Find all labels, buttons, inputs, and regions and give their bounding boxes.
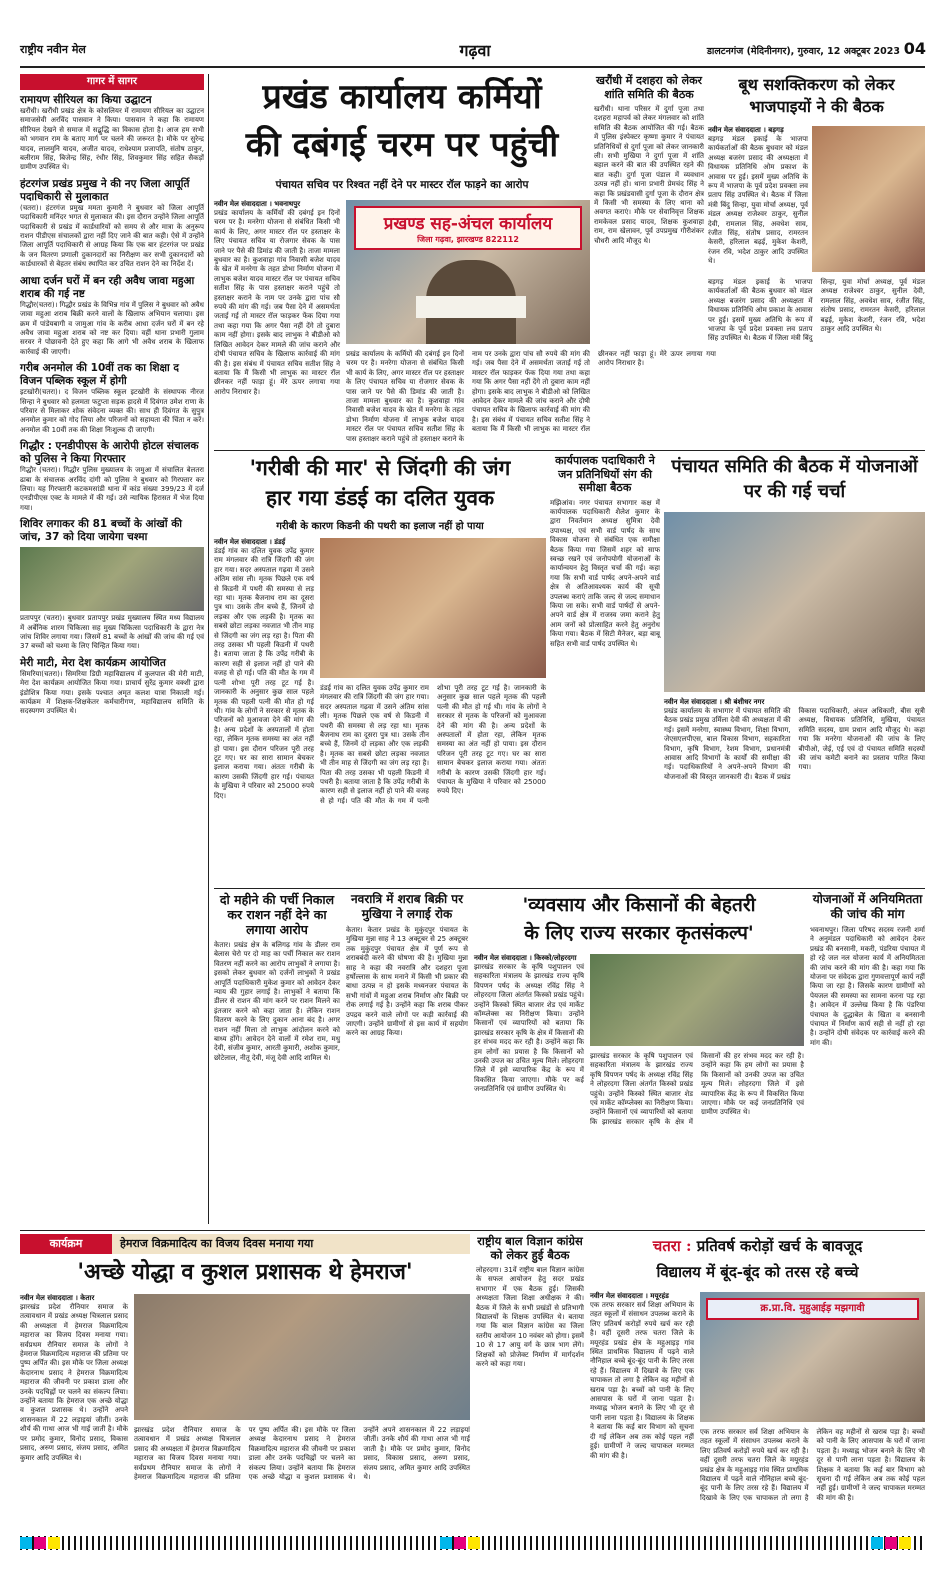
chatra-body-continued: एक तरफ सरकार सर्व शिक्षा अभियान के तहत स्कूलों में संसाधन उपलब्ध कराने के लिए प्रतिवर्ष करोड़ों रुपये खर्च कर रही है। वहीं दूसरी तरफ चतरा जिले के मयूरहंड प्रखंड क्षेत्र के महुआइड़ गांव स्थित प्राथमिक विद्यालय में पढ़ने वाले नौनिहाल बच्चे बूंद-बूंद पानी के लिए तरस रहे हैं। विद्यालय में दिखावे के लिए एक चापाकल तो लगा है लेकिन वह महीनों से खराब पड़ा है। बच्चों को पानी के लिए आसपास के घरों में जाना पड़ता है। मध्याह्न भोजन बनाने के लिए भी दूर से पानी लाना पड़ता है। विद्यालय के शिक्षक ने बताया कि कई बार विभाग को सूचना दी गई लेकिन अब तक कोई पहल नहीं हुई। ग्रामीणों ने जल्द चापाकल मरम्मत की मांग की है। [700,1428,925,1502]
garibi-text-left [214,538,314,884]
mourning-family-photo [320,538,546,678]
hemraj-gathering-photo [134,1294,470,1420]
lead-body-continued: प्रखंड कार्यालय के कर्मियों की दबंगई इन दिनों चरम पर है। मनरेगा योजना से संबंधित किसी भी कार्य के लिए, अगर मास्टर रॉल पर हस्ताक्षर के लिए पंचायत सचिव या रोजगार सेवक के पास जाने पर पैसे की डिमांड की जाती है। ताजा मामला बुधवार का है। कुशवाहा गांव निवासी बजेश यादव के खेत में मनरेगा के तहत डोभा निर्माण योजना में लाभुक बजेश यादव मास्टर रॉल पर पंचायत सचिव सतीश सिंह के पास हस्ताक्षर कराने पहुंचे तो हस्ताक्षर कराने के नाम पर उनके द्वारा पांच सौ रुपये की मांग की गई। जब पैसा देने में असमर्थता जताई गई तो मास्टर रॉल फाड़कर फेंक दिया गया तथा कहा गया कि अगर पैसा नहीं देंगे तो दुबारा काम नहीं होगा। इसके बाद लाभुक ने बीडीओ को लिखित आवेदन देकर मामले की जांच कराने और दोषी पंचायत सचिव के खिलाफ कार्रवाई की मांग की है। इस संबंध में पंचायत सचिव सतीश सिंह ने बताया कि मैं किसी भी लाभुक का मास्टर रॉल छीनकर नहीं फाड़ा हूं। मेरे ऊपर लगाया गया आरोप निराधार है। [346,350,716,443]
left-column-divider [208,74,209,1224]
row-3-divider [20,1230,925,1231]
booth-body: बड़गड़ मंडल इकाई के भाजपा कार्यकर्ताओं की बैठक बुधवार को मंडल अध्यक्ष बजरंग प्रसाद की अध्यक्षता में विधायक प्रतिनिधि ओम प्रकाश के आवास पर हुई। इसमें मुख्य अतिथि के रूप में भाजपा के पूर्व प्रदेश प्रवक्ता लव प्रताप सिंह उपस्थित थे। बैठक में जिला मंत्री बिंदु सिन्हा, युवा मोर्चा अध्यक्ष, पूर्व मंडल अध्यक्ष राजेश्वर ठाकुर, सुनील देवी, रामलाल सिंह, अवधेश साव, रंजीत सिंह, संतोष प्रसाद, रामरतन केसरी, हरिलाल बढ़ई, मुकेश केशरी, रंजन रवि, भदेश ठाकुर आदि उपस्थित थे। [708,135,808,266]
panchayat-byline: नवीन मेल संवाददाता । श्री बंशीधर नगर [664,698,765,706]
brief-item [20,94,204,173]
brief-item [20,440,204,513]
hemraj-banner-text: हेमराज विक्रमादित्य का विजय दिवस मनाया गया [120,1237,314,1250]
cyan-swatch [871,1537,883,1549]
brief-body: सिमरिया(चतरा)। सिमरिया डिग्री महाविद्यालय में कुलपाल की मेरी माटी, मेरा देश कार्यक्रम आयोजित किया गया। प्राचार्य सुरेंद्र कुमार वक्शी द्वारा इंडोशित्र किया गया। इसके पश्चात अमृत कलश यात्रा निकाली गई। कार्यक्रम में शिक्षक-शिक्षकेतर कर्मचारीगण, महाविद्यालय समिति के सदस्यगण उपस्थित थे। [20,669,204,716]
magenta-swatch [34,1537,46,1549]
cyan-swatch [440,1537,452,1549]
masthead [20,38,925,64]
kerar-story [214,892,340,1226]
yellow-swatch [48,1537,60,1549]
page-number: 04 [903,39,926,58]
brief-item [20,178,204,270]
brief-body: गिद्धौर (चतरा)। गिद्धौर पुलिस मुख्यालय के जमुआ में संचालित बेलतरा ढाबा के संचालक अरविंद दांगी को पुलिस ने बुधवार को गिरफ्तार कर लिया। यह गिरफ्तारी कटकमसांडी थाना में कांड संख्या 399/23 में दर्ज एनडीपीएस एक्ट के मामले में की गई। उसे न्यायिक हिरासत में भेज दिया गया। [20,466,204,512]
row-1-divider [214,450,925,451]
garibi-body-continued: डंडई गांव का दलित युवक उपेंद्र कुमार राम मंगलवार की रात्रि जिंदगी की जंग हार गया। सदर अस्पताल गढ़वा में उसने अंतिम सांस ली। मृतक पिछले एक वर्ष से किडनी में पथरी की समस्या से लड़ रहा था। मृतक बैजनाथ राम का दूसरा पुत्र था। उसके तीन बच्चे हैं, जिनमें दो लड़का और एक लड़की है। मृतक का सबसे छोटा लड़का नवजात भी तीन माह से जिंदगी का जंग लड़ रहा है। पिता की तरह उसका भी पहली किडनी में पथरी है। बताया जाता है कि उपेंद्र गरीबी के कारण सही से इलाज नहीं हो पाने की वजह से हो गई। पति की मौत के गम में पत्नी शोभा पूरी तरह टूट गई है। जानकारी के अनुसार कुछ साल पहले मृतक की पहली पत्नी की मौत हो गई थी। गांव के लोगों ने सरकार से मृतक के परिजनों को मुआवजा देने की मांग की है। अन्य प्रदेशों के अस्पतालों में होता रहा, लेकिन मृतक समस्या का अंत नहीं हो पाया। इस दौरान परिजन पूरी तरह टूट गए। घर का सारा सामान बेचकर इलाज कराया गया। अंततः गरीबी के कारण उसकी जिंदगी हार गई। पंचायत के मुखिया ने परिवार को 25000 रुपये दिए। [320,684,546,805]
vyavsay-text-left [474,954,584,1226]
bal-vigyan-body: लोहरदगा। 31वें राष्ट्रीय बाल विज्ञान कांग्रेस के सफल आयोजन हेतु सदर प्रखंड सभागार में एक बैठक हुई। जिसकी अध्यक्षता जिला शिक्षा अधीक्षक ने की। बैठक में जिले के सभी प्रखंडों से प्रतिभागी विद्यालयों के शिक्षक उपस्थित थे। बताया गया कि बाल विज्ञान कांग्रेस का जिला स्तरीय आयोजन 10 नवंबर को होगा। इसमें 10 से 17 आयु वर्ग के छात्र भाग लेंगे। शिक्षकों को प्रोजेक्ट निर्माण में मार्गदर्शन करने को कहा गया। [476,1266,584,1369]
office-signboard [354,206,582,250]
chatra-story [590,1234,925,1520]
brief-body: इटखोरी(चतरा)। द विजन पब्लिक स्कूल इटखोरी के संस्थापक नीरज सिन्हा ने बुधवार को हलमता फटुप्ता सड़क हादसे में दिवंगत उमेश राणा के परिवार से मिलाकर शोक संवेदना व्यक्त की। साथ ही दिवंगत के सुपुत्र अनमोल कुमार को गोद लिया और परिजनों को सहायता की चिंता न करें। अनमोल की 10वीं तक की शिक्षा निःशुल्क दी जाएगी। [20,388,204,434]
lead-headline-line-2: की दबंगई चरम पर पहुंची [245,125,559,165]
garibi-body: डंडई गांव का दलित युवक उपेंद्र कुमार राम मंगलवार की रात्रि जिंदगी की जंग हार गया। सदर अस्पताल गढ़वा में उसने अंतिम सांस ली। मृतक पिछले एक वर्ष से किडनी में पथरी की समस्या से लड़ रहा था। मृतक बैजनाथ राम का दूसरा पुत्र था। उसके तीन बच्चे हैं, जिनमें दो लड़का और एक लड़की है। मृतक का सबसे छोटा लड़का नवजात भी तीन माह से जिंदगी का जंग लड़ रहा है। पिता की तरह उसका भी पहली किडनी में पथरी है। बताया जाता है कि उपेंद्र गरीबी के कारण सही से इलाज नहीं हो पाने की वजह से हो गई। पति की मौत के गम में पत्नी शोभा पूरी तरह टूट गई है। जानकारी के अनुसार कुछ साल पहले मृतक की पहली पत्नी की मौत हो गई थी। गांव के लोगों ने सरकार से मृतक के परिजनों को मुआवजा देने की मांग की है। अन्य प्रदेशों के अस्पतालों में होता रहा, लेकिन मृतक समस्या का अंत नहीं हो पाया। इस दौरान परिजन पूरी तरह टूट गए। घर का सारा सामान बेचकर इलाज कराया गया। अंततः गरीबी के कारण उसकी जिंदगी हार गई। पंचायत के मुखिया ने परिवार को 25000 रुपये दिए। [214,547,314,800]
row-2-divider [214,888,925,889]
chatra-byline: नवीन मेल संवाददाता । मयूरहंड [590,1292,669,1300]
lead-subhead: पंचायत सचिव पर रिश्वत नहीं देने पर मास्टर रॉल फाड़ने का आरोप [275,179,529,191]
chatra-headline-text: प्रतिवर्ष करोड़ों खर्च के बावजूद [696,1237,863,1255]
brief-body: प्रतापपुर (चतरा)। बुधवार प्रतापपुर प्रखंड मुख्यालय स्थित मध्य विद्यालय में अर्बेनिक शारम चिकित्सा सह मुख्य चिकित्सा पदाधिकारी के द्वारा नेत्र जांच शिविर लगाया गया। जिसमें 81 बच्चों के आंखों की जांच की गई एवं 37 बच्चों को चश्मा के लिए चिन्हित किया गया। [20,614,204,651]
booth-body-continued: बड़गड़ मंडल इकाई के भाजपा कार्यकर्ताओं की बैठक बुधवार को मंडल अध्यक्ष बजरंग प्रसाद की अध्यक्षता में विधायक प्रतिनिधि ओम प्रकाश के आवास पर हुई। इसमें मुख्य अतिथि के रूप में भाजपा के पूर्व प्रदेश प्रवक्ता लव प्रताप सिंह उपस्थित थे। बैठक में जिला मंत्री बिंदु सिन्हा, युवा मोर्चा अध्यक्ष, पूर्व मंडल अध्यक्ष राजेश्वर ठाकुर, सुनील देवी, रामलाल सिंह, अवधेश साव, रंजीत सिंह, संतोष प्रसाद, रामरतन केसरी, हरिलाल बढ़ई, मुकेश केशरी, रंजन रवि, भदेश ठाकुर आदि उपस्थित थे। [708,278,925,343]
yellow-swatch [899,1537,911,1549]
panchayat-story [664,454,925,884]
garibi-subhead: गरीबी के कारण किडनी की पथरी का इलाज नहीं हो पाया [276,521,484,532]
brief-body: खरौंधी। खरौंधी प्रखंड क्षेत्र के कोसलियर में रामायण सीरियल का उद्घाटन समाजसेवी अरविंद पासवान ने किया। पासवान ने कहा कि रामायण सीरियल देखने से समाज में सद्बुद्धि का विकास होता है। आज हम सभी को भगवान राम के बताए मार्ग पर चलने की जरूरत है। मौके पर सुरेन्द्र यादव, लालमुनि यादव, अजीत यादव, राधेश्याम प्रजापति, संतोष ठाकुर, बलीराम सिंह, बिजेन्द्र सिंह, रंधीर सिंह, शिवकुमार सिंह सहित सैकड़ों ग्रामीण उपस्थित थे। [20,107,204,172]
lead-photo [346,200,590,344]
banner-text: गागर में सागर [87,76,137,87]
hemraj-body: झारखंड प्रदेश रौनियार समाज के तत्वावधान में प्रखंड अध्यक्ष चित्रलाल प्रसाद की अध्यक्षता में हेमराज विक्रमादित्य महाराज का विजय दिवस मनाया गया। सर्वप्रथम रौनियार समाज के लोगों ने हेमराज विक्रमादित्य महाराज की प्रतिमा पर पुष्प अर्पित की। इस मौके पर जिला अध्यक्ष केदारनाथ प्रसाद ने हेमराज विक्रमादित्य महाराज की जीवनी पर प्रकाश डाला और उनके पदचिह्नों पर चलने का संकल्प लिया। उन्होंने बताया कि हेमराज एक अच्छे योद्धा व कुशल प्रशासक थे। उन्होंने अपने शासनकाल में 22 लड़ाइयां जीतीं। उनके शौर्य की गाथा आज भी गाई जाती है। मौके पर प्रमोद कुमार, विनोद प्रसाद, विकास प्रसाद, अरुण प्रसाद, संजय प्रसाद, अमित कुमार आदि उपस्थित थे। [20,1303,128,1462]
cyan-swatch [20,1537,32,1549]
brief-headline: गिद्धौर : एनडीपीएस के आरोपी होटल संचालक को पुलिस ने किया गिरफ्तार [20,440,199,466]
vyavsay-body: झारखंड सरकार के कृषि पशुपालन एवं सहकारिता मंत्रालय के झारखंड राज्य कृषि विपणन पर्षद के अध्यक्ष रविंद्र सिंह ने लोहरदगा जिला अंतर्गत किस्को प्रखंड पहुंचे। उन्होंने किस्को स्थित बाजार शेड एवं मार्केट कॉम्प्लेक्स का निरीक्षण किया। उन्होंने किसानों एवं व्यापारियों को बताया कि झारखंड सरकार कृषि के क्षेत्र में किसानों की हर संभव मदद कर रही है। उन्होंने कहा कि हम लोगों का प्रयास है कि किसानों को उनकी उपज का उचित मूल्य मिले। लोहरदगा जिले में इसे व्यापारिक केंद्र के रूप में विकसित किया जाएगा। मौके पर कई जनप्रतिनिधि एवं ग्रामीण उपस्थित थे। [474,963,584,1094]
school-children-photo [700,1292,925,1422]
kerar-headline: दो महीने की पर्ची निकाल कर राशन नहीं देने का लगाया आरोप [219,892,335,937]
chatra-body: एक तरफ सरकार सर्व शिक्षा अभियान के तहत स्कूलों में संसाधन उपलब्ध कराने के लिए प्रतिवर्ष करोड़ों रुपये खर्च कर रही है। वहीं दूसरी तरफ चतरा जिले के मयूरहंड प्रखंड क्षेत्र के महुआइड़ गांव स्थित प्राथमिक विद्यालय में पढ़ने वाले नौनिहाल बच्चे बूंद-बूंद पानी के लिए तरस रहे हैं। विद्यालय में दिखावे के लिए एक चापाकल तो लगा है लेकिन वह महीनों से खराब पड़ा है। बच्चों को पानी के लिए आसपास के घरों में जाना पड़ता है। मध्याह्न भोजन बनाने के लिए भी दूर से पानी लाना पड़ता है। विद्यालय के शिक्षक ने बताया कि कई बार विभाग को सूचना दी गई लेकिन अब तक कोई पहल नहीं हुई। ग्रामीणों ने जल्द चापाकल मरम्मत की मांग की है। [590,1301,694,1460]
lead-body-top [214,200,340,446]
vyavsay-byline: नवीन मेल संवाददाता । किस्को/लोहरदगा [474,954,577,962]
kharaundhi-headline: खरौंधी में दशहरा को लेकर शांति समिति की बैठक [595,74,703,101]
chatra-headline-line-1 [590,1234,925,1260]
vyavsay-headline-line-2: के लिए राज्य सरकार कृतसंकल्प' [524,922,754,944]
brief-headline: मेरी माटी, मेरा देश कार्यक्रम आयोजित [20,656,166,669]
karyapalak-body: मझिआंव। नगर पंचायत सभागार कक्ष में कार्यपालक पदाधिकारी शैलेश कुमार के द्वारा निवर्तमान अध्यक्ष सुमित्रा देवी उपाध्यक्ष, एवं सभी वार्ड पार्षद के साथ विकास योजना से संबंधित एक समीक्षा बैठक किया गया जिसमें शहर को साफ स्वच्छ रखने एवं जनोपयोगी योजनाओं के कार्यान्वयन हेतु विस्तृत चर्चा की गई। कहा गया कि सभी वार्ड पार्षद अपने-अपने वार्ड क्षेत्र से अतिआवश्यक कार्य की सूची उपलब्ध कराएं ताकि जल्द से जल्द समाधान किया जा सके। सभी वार्ड पार्षदों से अपने-अपने वार्ड क्षेत्र में राजस्व जमा कराने हेतु आम जनों को प्रोत्साहित करने हेतु अनुरोध किया गया। बैठक में सिटी मैनेजर, बड़ा बाबू सहित सभी वार्ड पार्षद उपस्थित थे। [550,498,660,648]
column-banner [20,74,204,90]
brief-body: (चतरा)। हंटरगंज प्रमुख ममता कुमारी ने बुधवार को जिला आपूर्ति पदाधिकारी मनिंदर भगत से मुलाकात की। इस दौरान उन्होंने जिला आपूर्ति पदाधिकारी से प्रखंड में कार्डधारियों को समय से और मात्रा के अनुरूप राशन पीडीएस संचालकों द्वारा नहीं दिए जाने की बात कही। ऐसे में उन्होंने जिला आपूर्ति पदाधिकारी से आग्रह किया कि एक बार हंटरगंज पर प्रखंड के जन वितरण प्रणाली दुकानदारों का निरीक्षण कर सभी दुकानदारों को कार्डधारकों से बेहतर संबंध स्थापित कर उचित राशन देने का निर्देश दें। [20,203,204,269]
yojana-headline: योजनाओं में अनियमितता की जांच की मांग [812,892,923,921]
navratri-story [346,892,468,1226]
panchayat-headline: पंचायत समिति की बैठक में योजनाओं पर की गई चर्चा [671,456,918,502]
chatra-text-left [590,1292,694,1520]
yellow-swatch [468,1537,480,1549]
chatra-place-tag: चतरा : [652,1237,692,1255]
hemraj-byline: नवीन मेल संवाददाता । केतार [20,1294,95,1302]
torn-paper [416,296,526,318]
paper-name: राष्ट्रीय नवीन मेल [20,43,86,56]
magenta-swatch [885,1537,897,1549]
lead-headline-line-1: प्रखंड कार्यालय कर्मियों [262,77,542,117]
booth-byline: नवीन मेल संवाददाता । बड़गड़ [708,126,784,134]
yojana-body: भवनाथपुर। जिला परिषद सदस्य रजनी शर्मा ने अनुमंडल पदाधिकारी को आवेदन देकर प्रखंड की बनसानी, मकरी, पंडरिया पंचायत में हो रहे जल नल योजना कार्य में अनियमितता की जांच करने की मांग की है। कहा गया कि योजना पर संवेदक द्वारा गुणवत्तापूर्ण कार्य नहीं किया जा रहा है। जिसके कारण ग्रामीणों को पेयजल की समस्या का सामना करना पड़ रहा है। आवेदन में उल्लेख किया है कि पंडरिया पंचायत के दुद्धाबेल के खिता व बनसानी पंचायत में निर्माण कार्य सही से नहीं हो रहा है। उन्होंने दोषी संवेदक पर कार्रवाई करने की मांग की। [810,926,925,1047]
brief-body: गिद्धौर(चतरा)। गिद्धौर प्रखंड के विभिन्न गांव में पुलिस ने बुधवार को अवैध जावा महुआ शराब बिक्री करने वालों के खिलाफ अभियान चलाया। इस क्रम में पांडेयबागी व जामुआ गांव के करीब आधा दर्जन घरों में बन रहे अवैध जावा महुआ शराब को नष्ट कर दिया। वहीं थाना प्रभारी गुलाम सरवर ने पोछावनी देते हुए कहा कि आगे भी अवैध शराब के खिलाफ कार्रवाई की जाएगी। [20,300,204,356]
hemraj-text-left [20,1294,128,1520]
hemraj-headline: 'अच्छे योद्धा व कुशल प्रशासक थे हेमराज' [77,1259,413,1285]
vyavsay-body-continued: झारखंड सरकार के कृषि पशुपालन एवं सहकारिता मंत्रालय के झारखंड राज्य कृषि विपणन पर्षद के अध्यक्ष रविंद्र सिंह ने लोहरदगा जिला अंतर्गत किस्को प्रखंड पहुंचे। उन्होंने किस्को स्थित बाजार शेड एवं मार्केट कॉम्प्लेक्स का निरीक्षण किया। उन्होंने किसानों एवं व्यापारियों को बताया कि झारखंड सरकार कृषि के क्षेत्र में किसानों की हर संभव मदद कर रही है। उन्होंने कहा कि हम लोगों का प्रयास है कि किसानों को उनकी उपज का उचित मूल्य मिले। लोहरदगा जिले में इसे व्यापारिक केंद्र के रूप में विकसित किया जाएगा। मौके पर कई जनप्रतिनिधि एवं ग्रामीण उपस्थित थे। [590,1052,804,1126]
panchayat-body: प्रखंड कार्यालय के सभागार में पंचायत समिति की बैठक प्रखंड प्रमुख उर्मिला देवी की अध्यक्षता में की गई। इसमें मनरेगा, स्वास्थ्य विभाग, शिक्षा विभाग, जेएसएलपीएस, बाल विकास विभाग, सहकारिता विभाग, कृषि विभाग, रेशम विभाग, प्रधानमंत्री आवास आदि विभागों के कार्यों की समीक्षा की गई। पदाधिकारियों ने अपने-अपने विभाग की योजनाओं की विस्तृत जानकारी दी। बैठक में प्रखंड विकास पदाधिकारी, अंचल अधिकारी, बीस सूत्री अध्यक्ष, विधायक प्रतिनिधि, मुखिया, पंचायत समिति सदस्य, ग्राम प्रधान आदि मौजूद थे। कहा गया कि मनरेगा योजनाओं की जांच के लिए बीपीओ, जेई, एई एवं दो पंचायत समिति सदस्यों की जांच कमेटी बनाने का प्रस्ताव पारित किया गया। [664,707,925,781]
karyapalak-story [550,454,660,884]
paper-logo [20,42,140,60]
karyapalak-headline: कार्यपालक पदाधिकारी ने जन प्रतिनिधियों संग की समीक्षा बैठक [555,454,655,494]
brief-headline: आधा दर्जन घरों में बन रही अवैध जावा महुआ शराब की गई नष्ट [20,274,195,300]
garibi-headline-line-2: हार गया डंडई का दलित युवक [265,485,495,510]
signboard-line-1: प्रखण्ड सह-अंचल कार्यालय [383,214,553,234]
brief-headline: रामायण सीरियल का किया उद्घाटन [20,94,152,106]
garibi-headline-line-1: 'गरीबी की मार' से जिंदगी की जंग [249,455,511,480]
garibi-byline: नवीन मेल संवाददाता । डंडई [214,538,286,546]
booth-story [708,74,925,446]
navratri-headline: नवरात्रि में शराब बिक्री पर मुखिया ने लगाई रोक [350,892,463,921]
panchayat-text [664,698,925,884]
signboard-line-2: जिला गढ़वा, झारखण्ड 822112 [417,235,519,244]
chatra-headline-line-2: विद्यालय में बूंद-बूंद को तरस रहे बच्चे [656,1263,859,1281]
masthead-rule [20,66,925,68]
brief-item [20,518,204,652]
brief-headline: हंटरगंज प्रखंड प्रमुख ने की नए जिला आपूर्ति पदाधिकारी से मुलाकात [20,177,190,203]
eye-camp-photo [20,547,204,611]
brief-item [20,275,204,357]
brief-item [20,362,204,435]
market-shed-photo [590,954,804,1046]
bal-vigyan-story [476,1234,584,1520]
booth-text-left [708,126,808,274]
bal-vigyan-headline: राष्ट्रीय बाल विज्ञान कांग्रेस को लेकर हुई बैठक [477,1234,583,1262]
booth-headline: बूथ सशक्तिकरण को लेकर भाजपाइयों ने की बैठक [738,75,895,116]
date-line: डालटनगंज (मेदिनीनगर), गुरुवार, 12 अक्टूबर 2023 [706,46,900,57]
yojana-story [810,892,925,1226]
hemraj-banner-label: कार्यक्रम [20,1234,112,1254]
kharaundhi-story [594,74,704,446]
kerar-body: केतार। प्रखंड क्षेत्र के बलिगढ़ गांव के डीलर राम बेलास चेरो पर दो माह का पर्ची निकाल कर राशन वितरण नहीं करने का आरोप लाभुकों ने लगाया है। इसको लेकर बुधवार को दर्जनों लाभुकों ने प्रखंड आपूर्ति पदाधिकारी मुकेश कुमार को आवेदन देकर न्याय की गुहार लगाई है। लाभुकों ने बताया कि डीलर से राशन की मांग करने पर राशन मिलने का इंतजार करने को कहा जाता है। लेकिन राशन वितरण करने के लिए दुकान आना बंद है। अगर राशन नहीं मिला तो लाभुक आंदोलन करने को बाध्य होंगे। आवेदन देने वालों में रमेश राम, मधु देवी, संजीव कुमार, आरती कुमारी, अशोक कुमार, छोटेलाल, नीतू देवी, मंजू देवी आदि शामिल थे। [214,941,340,1062]
section-name: गढ़वा [459,41,491,60]
hemraj-banner [20,1234,470,1254]
kharaundhi-body: खरौंधी। थाना परिसर में दुर्गा पूजा तथा दशहरा महापर्व को लेकर मंगलवार को शांति समिति की बैठक आयोजित की गई। बैठक में पुलिस इंस्पेक्टर कृष्णा कुमार ने पंचायत प्रतिनिधियों से दुर्गा पूजा को लेकर जानकारी ली। सभी मुखिया ने दुर्गा पूजा में शांति बहाल करने की बात की उपस्थित रहने की बात कही। दुर्गा पूजा पंडाल में व्यवधान उत्पन्न नहीं हो। थाना प्रभारी प्रेमचंद सिंह ने कहा कि प्रखंडवासी दुर्गा पूजा के दौरान क्षेत्र में किसी भी समस्या के लिए थाना को अवगत कराएं। मौके पर सेवानिवृत्त शिक्षक रामकेवल प्रसाद यादव, शिक्षक कुशवाहा राम, राम खेलावन, पूर्व उपप्रमुख गौरीशंकर चौधरी आदि मौजूद थे। [594,105,704,245]
magenta-swatch [454,1537,466,1549]
lead-byline: नवीन मेल संवाददाता । भवनाथपुर [214,200,301,208]
hemraj-story [20,1234,470,1520]
brief-headline: शिविर लगाकर की 81 बच्चों के आंखों की जांच, 37 को दिया जायेगा चश्मा [20,518,183,544]
school-signboard: क्र.प्रा.वि. मुहुआईड़ मझगावी [706,1298,919,1320]
booth-meeting-photo [812,126,925,272]
hemraj-body-continued: झारखंड प्रदेश रौनियार समाज के तत्वावधान में प्रखंड अध्यक्ष चित्रलाल प्रसाद की अध्यक्षता में हेमराज विक्रमादित्य महाराज का विजय दिवस मनाया गया। सर्वप्रथम रौनियार समाज के लोगों ने हेमराज विक्रमादित्य महाराज की प्रतिमा पर पुष्प अर्पित की। इस मौके पर जिला अध्यक्ष केदारनाथ प्रसाद ने हेमराज विक्रमादित्य महाराज की जीवनी पर प्रकाश डाला और उनके पदचिह्नों पर चलने का संकल्प लिया। उन्होंने बताया कि हेमराज एक अच्छे योद्धा व कुशल प्रशासक थे। उन्होंने अपने शासनकाल में 22 लड़ाइयां जीतीं। उनके शौर्य की गाथा आज भी गाई जाती है। मौके पर प्रमोद कुमार, विनोद प्रसाद, विकास प्रसाद, अरुण प्रसाद, संजय प्रसाद, अमित कुमार आदि उपस्थित थे। [134,1426,470,1482]
brief-headline: गरीब अनमोल की 10वीं तक का शिक्षा द विजन पब्लिक स्कूल में होगी [20,362,179,388]
vyavsay-story [474,892,804,1226]
navratri-body: केतार। केतार प्रखंड के मुकुंदपुर पंचायत के मुखिया मुन्ना साह ने 13 अक्टूबर से 25 अक्टूबर तक मुकुंदपुर पंचायत क्षेत्र में पूर्ण रूप से शराबबंदी करने की घोषणा की है। मुखिया मुन्ना साह ने कहा की नवरात्रि और दशहरा पूजा हर्षोल्लास के साथ मनाने में किसी भी प्रकार की बाधा उत्पन्न न हो इसके मध्यनजर पंचायत के सभी गांवों में महुआ शराब निर्माण और बिक्री पर रोक लगाई गई है। उन्होंने कहा कि शराब पीकर उपद्रव करने वाले लोगों पर कड़ी कार्रवाई की जाएगी। उन्होंने ग्रामीणों से इस कार्य में सहयोग करने का आग्रह किया। [346,926,468,1038]
brief-item [20,657,204,717]
vyavsay-headline-line-1: 'व्यवसाय और किसानों की बेहतरी [522,894,756,916]
panchayat-meeting-photo [664,512,925,692]
garibi-story [214,454,546,884]
lead-body: प्रखंड कार्यालय के कर्मियों की दबंगई इन दिनों चरम पर है। मनरेगा योजना से संबंधित किसी भी कार्य के लिए, अगर मास्टर रॉल पर हस्ताक्षर के लिए पंचायत सचिव या रोजगार सेवक के पास जाने पर पैसे की डिमांड की जाती है। ताजा मामला बुधवार का है। कुशवाहा गांव निवासी बजेश यादव के खेत में मनरेगा के तहत डोभा निर्माण योजना में लाभुक बजेश यादव मास्टर रॉल पर पंचायत सचिव सतीश सिंह के पास हस्ताक्षर कराने पहुंचे तो हस्ताक्षर कराने के नाम पर उनके द्वारा पांच सौ रुपये की मांग की गई। जब पैसा देने में असमर्थता जताई गई तो मास्टर रॉल फाड़कर फेंक दिया गया तथा कहा गया कि अगर पैसा नहीं देंगे तो दुबारा काम नहीं होगा। इसके बाद लाभुक ने बीडीओ को लिखित आवेदन देकर मामले की जांच कराने और दोषी पंचायत सचिव के खिलाफ कार्रवाई की मांग की है। इस संबंध में पंचायत सचिव सतीश सिंह ने बताया कि मैं किसी भी लाभुक का मास्टर रॉल छीनकर नहीं फाड़ा हूं। मेरे ऊपर लगाया गया आरोप निराधार है। [214,209,340,396]
